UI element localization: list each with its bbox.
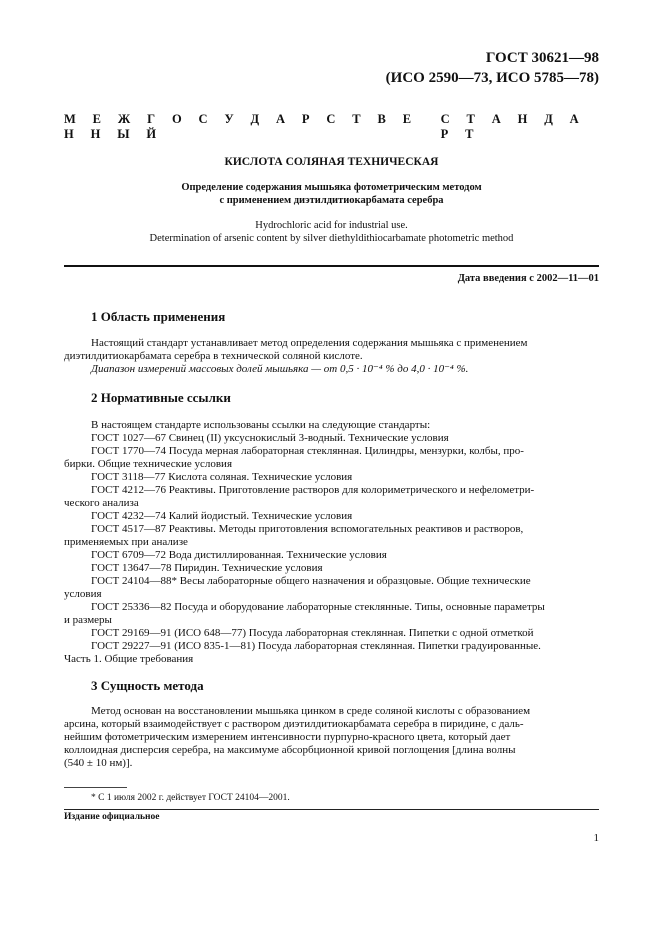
subtitle-line-2: с применением диэтилдитиокарбамата серебра — [219, 195, 444, 206]
section-1-body — [64, 337, 599, 376]
normative-reference-line: ГОСТ 29169—91 (ИСО 648—77) Посуда лабораторная стеклянная. Пипетки с одной отметкой — [91, 627, 534, 639]
subtitle-line-1: Определение содержания мышьяка фотометрическим методом — [181, 182, 482, 193]
normative-reference-line: ГОСТ 25336—82 Посуда и оборудование лабораторные стеклянные. Типы, основные параметры — [91, 601, 545, 613]
footnote: * С 1 июля 2002 г. действует ГОСТ 24104—2001. — [91, 793, 290, 803]
normative-reference-line: В настоящем стандарте использованы ссылки на следующие стандарты: — [91, 419, 431, 431]
gost-number: ГОСТ 30621—98 — [485, 50, 599, 66]
section-3-heading: 3 Сущность метода — [91, 678, 204, 693]
section-1-line: диэтилдитиокарбамата серебра в технической соляной кислоте. — [64, 350, 363, 362]
header-divider — [64, 265, 599, 267]
normative-reference-line: ГОСТ 13647—78 Пиридин. Технические условия — [91, 562, 323, 574]
iso-references: (ИСО 2590—73, ИСО 5785—78) — [385, 70, 599, 86]
normative-reference-line: ГОСТ 24104—88* Весы лабораторные общего назначения и образцовые. Общие технические — [91, 575, 531, 587]
section-2-heading: 2 Нормативные ссылки — [91, 390, 231, 405]
normative-reference-line: бирки. Общие технические условия — [64, 458, 233, 470]
footer-divider — [64, 809, 599, 810]
normative-reference-line: условия — [64, 588, 102, 600]
normative-reference-line: и размеры — [64, 614, 112, 626]
english-title — [64, 219, 599, 245]
normative-reference-line: ГОСТ 4212—76 Реактивы. Приготовление растворов для колориметрического и нефелометри- — [91, 484, 535, 496]
section-1-heading: 1 Область применения — [91, 309, 226, 324]
normative-reference-line: ГОСТ 4232—74 Калий йодистый. Технические условия — [91, 510, 353, 522]
english-title-line-1: Hydrochloric acid for industrial use. — [255, 220, 408, 231]
method-principle-line: (540 ± 10 нм)]. — [64, 757, 133, 769]
document-title: КИСЛОТА СОЛЯНАЯ ТЕХНИЧЕСКАЯ — [224, 156, 439, 168]
normative-reference-line: ГОСТ 1027—67 Свинец (II) уксуснокислый 3-водный. Технические условия — [91, 432, 449, 444]
normative-reference-line: ГОСТ 4517—87 Реактивы. Методы приготовления вспомогательных реактивов и растворов, — [91, 523, 524, 535]
normative-reference-line: ГОСТ 3118—77 Кислота соляная. Технические условия — [91, 471, 353, 483]
method-principle-line: нейшим фотометрическим измерением интенсивности пурпурно-красного цвета, который дает — [64, 731, 511, 743]
footnote-divider — [64, 787, 127, 788]
method-principle-line: арсина, который взаимодействует с раствором диэтилдитиокарбамата серебра в пиридине, с даль- — [64, 718, 524, 730]
normative-reference-line: ческого анализа — [64, 497, 139, 509]
normative-reference-line: Часть 1. Общие требования — [64, 653, 194, 665]
method-principle-line: Метод основан на восстановлении мышьяка цинком в среде соляной кислоты с образованием — [91, 705, 531, 717]
normative-reference-line: ГОСТ 1770—74 Посуда мерная лабораторная стеклянная. Цилиндры, мензурки, колбы, про- — [91, 445, 524, 457]
standard-type-banner — [64, 112, 599, 142]
section-3-body — [64, 705, 599, 770]
standard-type-word-1: М Е Ж Г О С У Д А Р С Т В Е Н Н Ы Й — [64, 112, 418, 141]
normative-reference-line: ГОСТ 29227—91 (ИСО 835-1—81) Посуда лабораторная стеклянная. Пипетки градуированные. — [91, 640, 541, 652]
page-number: 1 — [593, 832, 599, 844]
measurement-range: Диапазон измерений массовых долей мышьяка — от 0,5 · 10⁻⁴ % до 4,0 · 10⁻⁴ %. — [91, 363, 469, 375]
edition-label: Издание официальное — [64, 812, 160, 822]
section-1-line: Настоящий стандарт устанавливает метод определения содержания мышьяка с применением — [91, 337, 528, 349]
normative-reference-line: применяемых при анализе — [64, 536, 188, 548]
introduction-date: Дата введения с 2002—11—01 — [457, 273, 599, 284]
section-2-body — [64, 419, 599, 666]
method-principle-line: коллоидная дисперсия серебра, на максимуме абсорбционной кривой поглощения [длина волны — [64, 744, 516, 756]
document-subtitle — [64, 181, 599, 207]
english-title-line-2: Determination of arsenic content by silver diethyldithiocarbamate photometric method — [149, 233, 514, 244]
standard-type-word-2: С Т А Н Д А Р Т — [440, 112, 586, 141]
normative-reference-line: ГОСТ 6709—72 Вода дистиллированная. Технические условия — [91, 549, 387, 561]
